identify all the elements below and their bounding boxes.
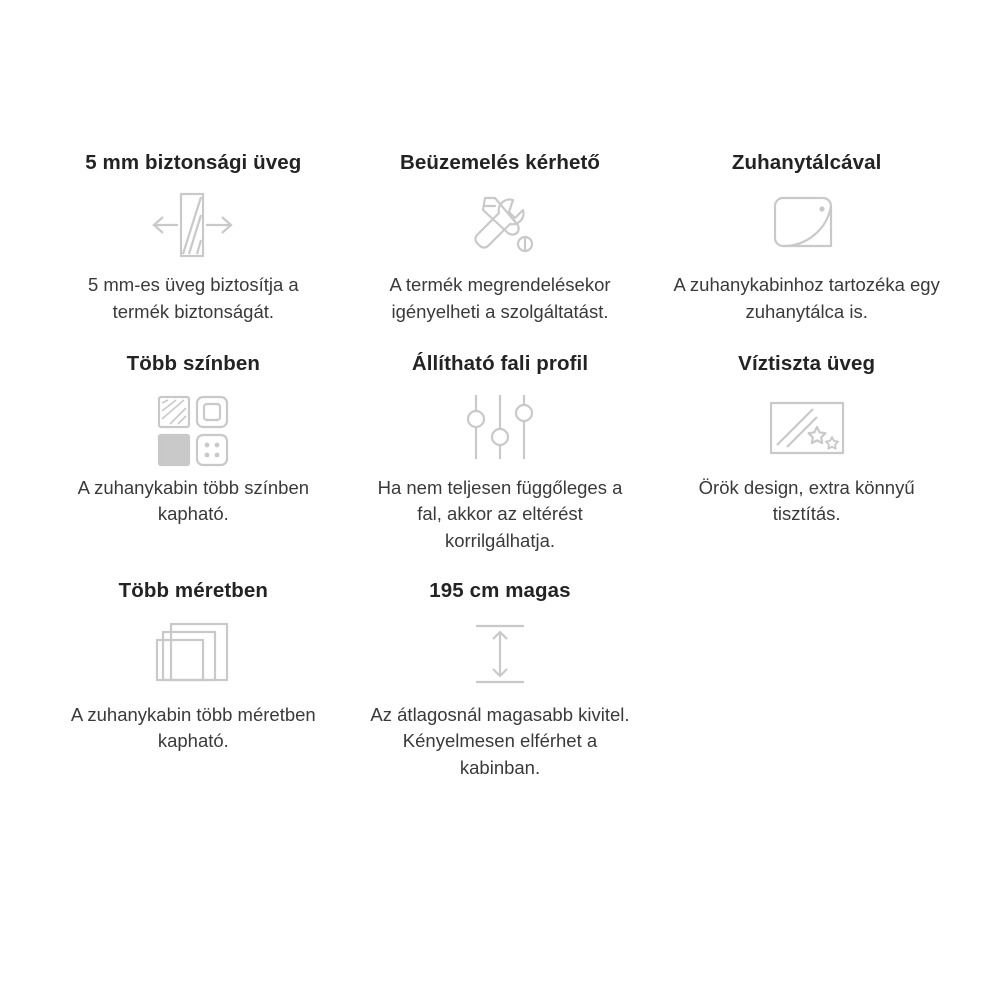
color-swatches-icon bbox=[151, 385, 235, 471]
height-arrow-icon bbox=[460, 612, 540, 698]
feature-description: 5 mm-es üveg biztosítja a termék biztonságát. bbox=[87, 274, 299, 322]
feature-item-colors bbox=[40, 351, 347, 554]
feature-item-sizes bbox=[40, 578, 347, 781]
feature-item-shower-tray bbox=[653, 150, 960, 325]
feature-description: A termék megrendelésekor igényelheti a szolgáltatást. bbox=[389, 274, 611, 322]
feature-item-clear-glass bbox=[653, 351, 960, 554]
feature-title: Több színben bbox=[126, 351, 260, 375]
shower-tray-icon bbox=[767, 182, 847, 268]
feature-title: Több méretben bbox=[118, 578, 269, 602]
multiple-sizes-squares-icon bbox=[149, 612, 237, 698]
feature-title: Zuhanytálcával bbox=[731, 151, 882, 174]
glass-thickness-icon bbox=[145, 182, 241, 268]
feature-title: Beüzemelés kérhető bbox=[399, 151, 601, 174]
feature-description: Örök design, extra könnyű tisztítás. bbox=[698, 477, 915, 525]
feature-title: 195 cm magas bbox=[429, 578, 571, 602]
feature-row-2 bbox=[40, 351, 960, 554]
feature-description: Ha nem teljesen függőleges a fal, akkor az eltérést korrilgálhatja. bbox=[377, 477, 623, 551]
adjustable-sliders-icon bbox=[454, 385, 546, 471]
feature-description: Az átlagosnál magasabb kivitel. Kényelmesen elférhet a kabinban. bbox=[370, 704, 630, 778]
feature-item-height bbox=[347, 578, 654, 781]
feature-title: Víztiszta üveg bbox=[738, 351, 876, 375]
clean-glass-sparkle-icon bbox=[761, 385, 853, 471]
tools-wrench-screwdriver-icon bbox=[455, 182, 545, 268]
feature-description: A zuhanykabin több színben kapható. bbox=[77, 477, 310, 525]
feature-item-safety-glass bbox=[40, 150, 347, 325]
feature-row-3 bbox=[40, 578, 960, 781]
feature-description: A zuhanykabinhoz tartozéka egy zuhanytálca is. bbox=[673, 274, 940, 322]
feature-title: Állítható fali profil bbox=[411, 351, 589, 375]
feature-item-installation bbox=[347, 150, 654, 325]
feature-description: A zuhanykabin több méretben kapható. bbox=[70, 704, 316, 752]
feature-title: 5 mm biztonsági üveg bbox=[85, 151, 302, 174]
feature-item-adjustable-profile bbox=[347, 351, 654, 554]
empty-cell bbox=[653, 578, 960, 781]
feature-row-1 bbox=[40, 150, 960, 325]
